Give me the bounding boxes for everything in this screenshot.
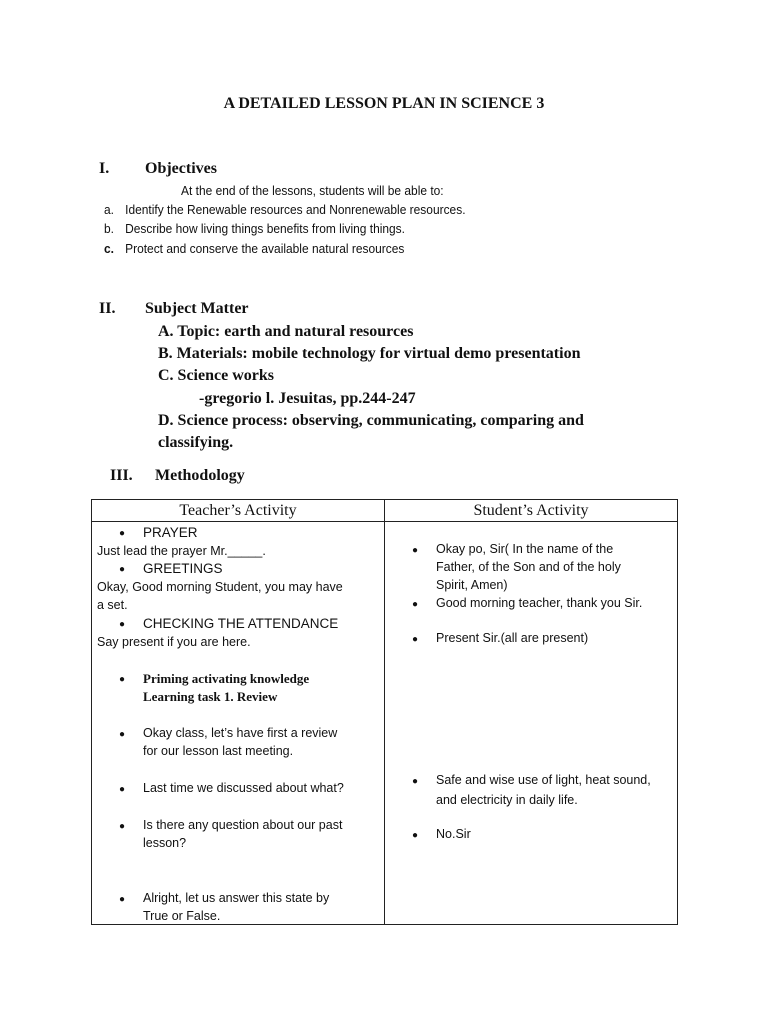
teacher-activity-header: Teacher’s Activity [92,500,385,522]
review-text: Okay class, let’s have first a review [143,726,338,740]
objective-letter: c. [103,241,114,256]
attendance-label: CHECKING THE ATTENDANCE [143,616,339,631]
learning-task-label: Learning task 1. Review [143,689,278,704]
greeting-reply: Good morning teacher, thank you Sir. [436,596,643,610]
science-process-line: D. Science process: observing, communicating, comparing and [158,412,584,429]
science-process-line-2: classifying. [158,434,234,451]
table-header-row [92,500,678,522]
objective-letter: b. [103,221,114,236]
bullet-icon: ● [119,821,126,832]
prayer-label: PRAYER [143,525,198,540]
true-false-instruction-2: True or False. [143,909,221,923]
greetings-label: GREETINGS [143,561,223,576]
objective-text: Describe how living things benefits from living things. [125,221,405,236]
bullet-icon: ● [119,564,126,575]
greetings-text-2: a set. [97,598,128,612]
methodology-table [91,499,678,925]
true-false-instruction: Alright, let us answer this state by [143,891,330,905]
prayer-reply: Okay po, Sir( In the name of the [436,542,614,556]
prayer-reply-3: Spirit, Amen) [436,578,508,592]
student-activity-header: Student’s Activity [385,500,678,522]
subject-matter-number: II. [99,300,116,317]
bullet-icon: ● [412,776,419,787]
prayer-instruction: Just lead the prayer Mr._____. [97,544,266,558]
bullet-icon: ● [119,894,126,905]
subject-matter-title: Subject Matter [145,300,249,317]
methodology-number: III. [110,467,133,484]
science-works-line: C. Science works [158,367,274,384]
bullet-icon: ● [119,674,126,685]
table-row [92,522,678,925]
materials-line: B. Materials: mobile technology for virtual demo presentation [158,345,581,362]
question-reply: No.Sir [436,827,471,841]
bullet-icon: ● [412,599,419,610]
student-activity-cell [385,522,678,925]
review-reply-2: and electricity in daily life. [436,793,578,807]
objectives-number: I. [99,160,110,177]
greetings-text: Okay, Good morning Student, you may have [97,580,343,594]
bullet-icon: ● [412,545,419,556]
past-lesson-question-2: lesson? [143,836,187,850]
bullet-icon: ● [119,729,126,740]
document-title: A DETAILED LESSON PLAN IN SCIENCE 3 [223,95,545,112]
bullet-icon: ● [119,619,126,630]
bullet-icon: ● [119,784,126,795]
review-reply: Safe and wise use of light, heat sound, [436,773,651,787]
past-lesson-question: Is there any question about our past [143,818,343,832]
bullet-icon: ● [412,634,419,645]
review-text-2: for our lesson last meeting. [143,744,294,758]
objective-letter: a. [103,202,114,217]
objective-text: Protect and conserve the available natural resources [125,241,405,256]
attendance-reply: Present Sir.(all are present) [436,631,589,645]
objectives-title: Objectives [145,160,217,177]
reference-line: -gregorio l. Jesuitas, pp.244-247 [199,390,416,407]
bullet-icon: ● [412,830,419,841]
priming-label: Priming activating knowledge [143,671,310,686]
teacher-activity-cell [92,522,385,925]
objective-text: Identify the Renewable resources and Nonrenewable resources. [125,202,466,217]
attendance-instruction: Say present if you are here. [97,635,251,649]
prayer-reply-2: Father, of the Son and of the holy [436,560,621,574]
topic-line: A. Topic: earth and natural resources [158,323,414,340]
methodology-title: Methodology [155,467,245,484]
objectives-intro: At the end of the lessons, students will be able to: [181,183,444,198]
last-time-question: Last time we discussed about what? [143,781,344,795]
bullet-icon: ● [119,528,126,539]
